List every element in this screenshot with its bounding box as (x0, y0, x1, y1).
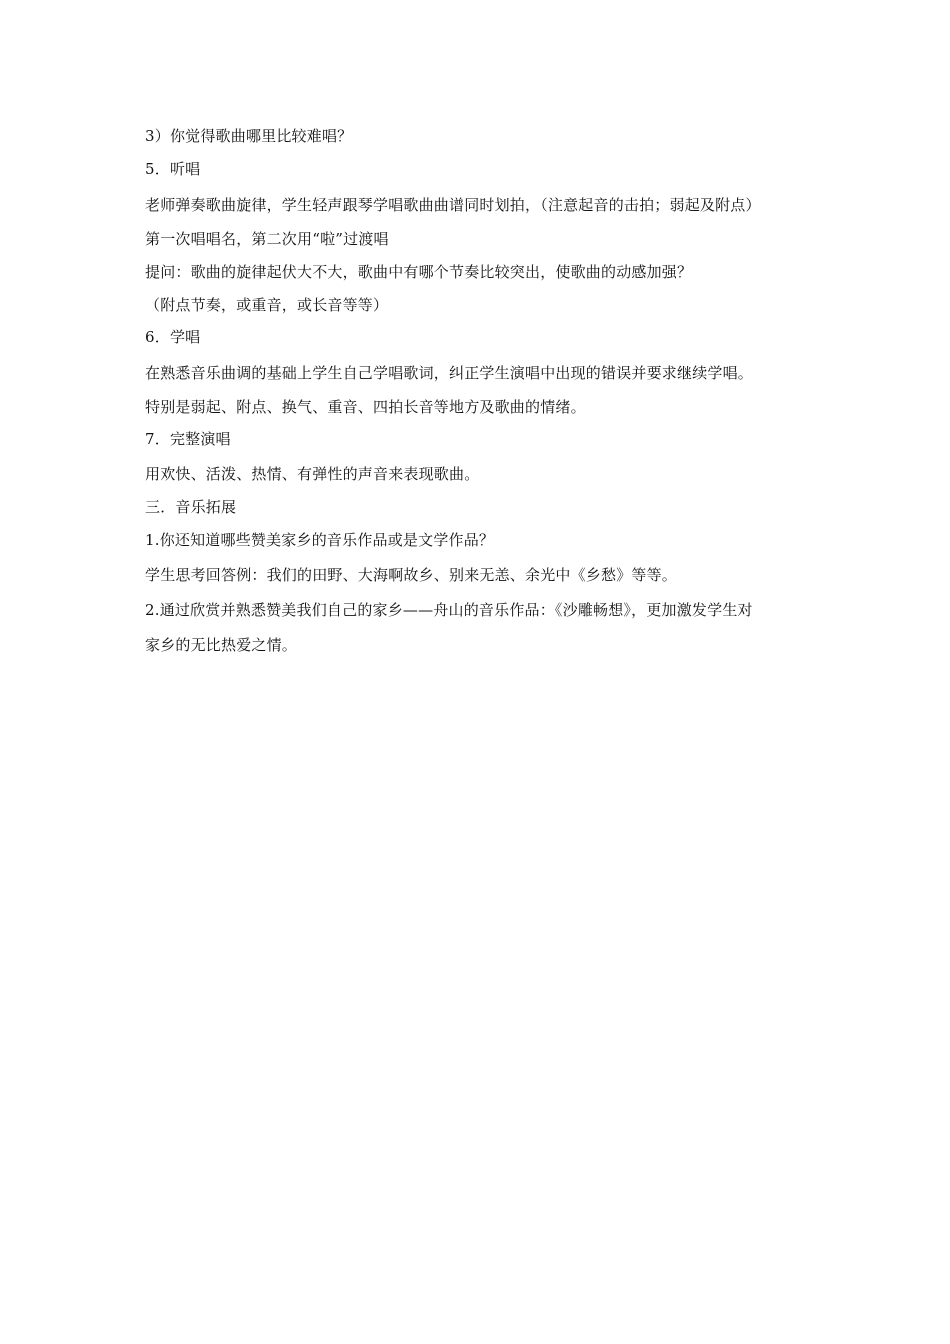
step-5-heading: 5．听唱 (145, 160, 201, 178)
singing-order-line: 第一次唱唱名，第二次用“啦”过渡唱 (145, 230, 389, 248)
rhythm-answer: （附点节奏，或重音，或长音等等） (145, 296, 389, 314)
performance-instruction: 用欢快、活泼、热情、有弹性的声音来表现歌曲。 (145, 465, 480, 483)
extension-question-1: 1.你还知道哪些赞美家乡的音乐作品或是文学作品？ (145, 531, 495, 549)
extension-item-2: 2.通过欣赏并熟悉赞美我们自己的家乡——舟山的音乐作品：《沙雕畅想》，更加激发学生对 (145, 601, 753, 619)
extension-item-2-cont: 家乡的无比热爱之情。 (145, 636, 298, 654)
step-7-heading: 7．完整演唱 (145, 430, 231, 448)
step-6-heading: 6．学唱 (145, 328, 201, 346)
question-3-line: 3）你觉得歌曲哪里比较难唱？ (145, 127, 353, 145)
student-answer-example: 学生思考回答例：我们的田野、大海啊故乡、别来无恙、余光中《乡愁》等等。 (145, 566, 678, 584)
learning-focus-line: 特别是弱起、附点、换气、重音、四拍长音等地方及歌曲的情绪。 (145, 398, 586, 416)
listening-instruction: 老师弹奏歌曲旋律，学生轻声跟琴学唱歌曲曲谱同时划拍，（注意起音的击拍；弱起及附点） (145, 196, 761, 214)
section-3-heading: 三．音乐拓展 (145, 498, 237, 516)
rhythm-question: 提问：歌曲的旋律起伏大不大，歌曲中有哪个节奏比较突出，使歌曲的动感加强？ (145, 263, 693, 281)
learning-instruction: 在熟悉音乐曲调的基础上学生自己学唱歌词，纠正学生演唱中出现的错误并要求继续学唱。 (145, 364, 754, 382)
